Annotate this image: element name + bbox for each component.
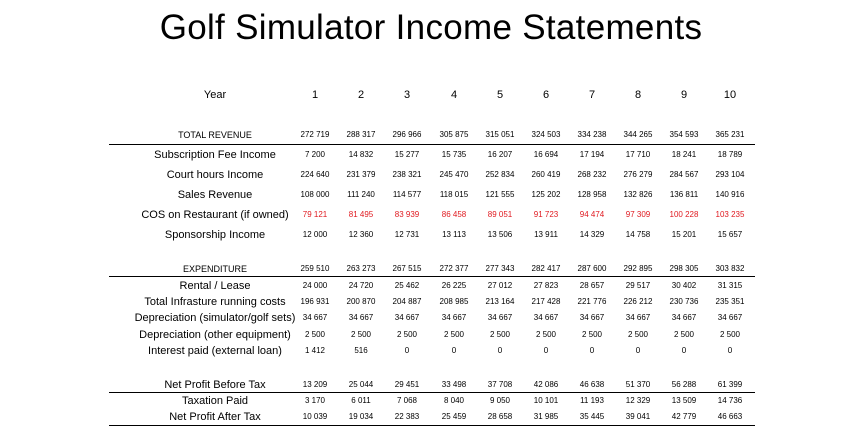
- cell-year-2: 200 870: [346, 297, 376, 306]
- cell-year-7: 17 194: [579, 150, 605, 159]
- cell-year-6: 34 667: [533, 313, 559, 322]
- cell-year-9: 100 228: [669, 210, 699, 219]
- year-1: 1: [311, 89, 319, 101]
- cell-year-4: 208 985: [439, 297, 469, 306]
- cell-year-10: 2 500: [719, 330, 741, 339]
- row-rental: [0, 278, 862, 294]
- row-label: Court hours Income: [166, 169, 264, 181]
- cell-year-2: 19 034: [348, 412, 374, 421]
- cell-year-3: 0: [404, 346, 410, 355]
- row-label: Taxation Paid: [181, 395, 249, 407]
- cell-year-3: 15 277: [394, 150, 420, 159]
- cell-year-2: 516: [354, 346, 368, 355]
- cell-year-6: 91 723: [533, 210, 559, 219]
- cell-year-4: 8 040: [443, 396, 465, 405]
- cell-year-5: 9 050: [489, 396, 511, 405]
- cell-year-1: 7 200: [304, 150, 326, 159]
- cell-year-5: 252 834: [485, 170, 515, 179]
- divider-line: [109, 276, 755, 277]
- cell-year-9: 56 288: [671, 380, 697, 389]
- cell-year-6: 31 985: [533, 412, 559, 421]
- cell-year-9: 34 667: [671, 313, 697, 322]
- cell-year-10: 140 916: [715, 190, 745, 199]
- cell-year-6: 260 419: [531, 170, 561, 179]
- row-label: Sponsorship Income: [164, 229, 266, 241]
- cell-year-9: 15 201: [671, 230, 697, 239]
- cell-year-4: 13 113: [442, 230, 466, 239]
- row-court-hours: [0, 167, 862, 183]
- cell-year-10: 18 789: [717, 150, 743, 159]
- cell-year-3: 29 451: [394, 380, 420, 389]
- cell-year-10: 303 832: [715, 264, 745, 273]
- cell-year-10: 61 399: [717, 380, 743, 389]
- cell-year-5: 28 658: [487, 412, 513, 421]
- cell-year-10: 0: [727, 346, 733, 355]
- cell-year-9: 136 811: [669, 190, 699, 199]
- cell-year-2: 81 495: [348, 210, 374, 219]
- divider-line: [109, 392, 755, 393]
- row-npat: [0, 409, 862, 425]
- cell-year-1: 2 500: [304, 330, 326, 339]
- cell-year-7: 221 776: [577, 297, 607, 306]
- cell-year-6: 10 101: [533, 396, 559, 405]
- cell-year-4: 305 875: [439, 130, 469, 139]
- cell-year-9: 30 402: [671, 281, 697, 290]
- cell-year-3: 34 667: [394, 313, 420, 322]
- year-9: 9: [680, 89, 688, 101]
- cell-year-8: 2 500: [627, 330, 649, 339]
- cell-year-6: 16 694: [533, 150, 559, 159]
- cell-year-7: 2 500: [581, 330, 603, 339]
- cell-year-6: 324 503: [531, 130, 561, 139]
- cell-year-7: 11 193: [580, 396, 604, 405]
- row-label: Total Infrasture running costs: [144, 296, 286, 308]
- cell-year-5: 2 500: [489, 330, 511, 339]
- cell-year-3: 25 462: [394, 281, 420, 290]
- cell-year-8: 51 370: [625, 380, 651, 389]
- year-4: 4: [450, 89, 458, 101]
- cell-year-6: 125 202: [531, 190, 561, 199]
- row-label: Rental / Lease: [179, 280, 251, 292]
- cell-year-7: 268 232: [577, 170, 607, 179]
- cell-year-4: 34 667: [441, 313, 467, 322]
- row-expenditure: [0, 261, 862, 277]
- cell-year-9: 18 241: [671, 150, 697, 159]
- cell-year-8: 14 758: [625, 230, 651, 239]
- cell-year-10: 293 104: [715, 170, 745, 179]
- cell-year-3: 83 939: [394, 210, 420, 219]
- cell-year-1: 12 000: [302, 230, 328, 239]
- cell-year-7: 128 958: [577, 190, 607, 199]
- cell-year-4: 86 458: [441, 210, 467, 219]
- row-total-revenue: [0, 127, 862, 143]
- cell-year-7: 34 667: [579, 313, 605, 322]
- cell-year-4: 33 498: [441, 380, 467, 389]
- cell-year-5: 13 506: [487, 230, 513, 239]
- cell-year-4: 118 015: [439, 190, 469, 199]
- year-5: 5: [496, 89, 504, 101]
- year-7: 7: [588, 89, 596, 101]
- cell-year-4: 245 470: [439, 170, 469, 179]
- cell-year-8: 292 895: [623, 264, 653, 273]
- cell-year-8: 226 212: [623, 297, 653, 306]
- cell-year-4: 0: [451, 346, 457, 355]
- cell-year-3: 296 966: [392, 130, 422, 139]
- cell-year-8: 34 667: [625, 313, 651, 322]
- cell-year-7: 46 638: [579, 380, 605, 389]
- cell-year-10: 365 231: [715, 130, 745, 139]
- cell-year-2: 111 240: [347, 190, 375, 199]
- cell-year-3: 12 731: [394, 230, 420, 239]
- cell-year-8: 276 279: [623, 170, 653, 179]
- cell-year-2: 288 317: [346, 130, 376, 139]
- cell-year-1: 224 640: [300, 170, 330, 179]
- cell-year-6: 2 500: [535, 330, 557, 339]
- cell-year-10: 103 235: [715, 210, 745, 219]
- row-dep-other: [0, 327, 862, 343]
- cell-year-9: 42 779: [671, 412, 697, 421]
- cell-year-6: 27 823: [533, 281, 559, 290]
- row-label: TOTAL REVENUE: [178, 130, 252, 140]
- row-label: Net Profit Before Tax: [164, 379, 266, 391]
- cell-year-4: 15 735: [441, 150, 467, 159]
- cell-year-1: 34 667: [302, 313, 328, 322]
- row-npbt: [0, 377, 862, 393]
- cell-year-4: 2 500: [443, 330, 465, 339]
- row-cos-restaurant: [0, 207, 862, 223]
- row-sales: [0, 187, 862, 203]
- year-8: 8: [634, 89, 642, 101]
- year-2: 2: [357, 89, 365, 101]
- cell-year-2: 231 379: [346, 170, 376, 179]
- cell-year-3: 267 515: [392, 264, 422, 273]
- row-label: EXPENDITURE: [182, 264, 247, 274]
- cell-year-5: 213 164: [485, 297, 515, 306]
- cell-year-9: 354 593: [669, 130, 699, 139]
- cell-year-6: 42 086: [533, 380, 559, 389]
- cell-year-10: 15 657: [717, 230, 743, 239]
- cell-year-2: 14 832: [348, 150, 374, 159]
- row-label: Depreciation (other equipment): [139, 329, 291, 341]
- cell-year-7: 94 474: [579, 210, 605, 219]
- cell-year-9: 2 500: [673, 330, 695, 339]
- row-label: Depreciation (simulator/golf sets): [134, 312, 296, 324]
- cell-year-1: 13 209: [302, 380, 328, 389]
- row-label: Interest paid (external loan): [148, 345, 282, 357]
- cell-year-1: 3 170: [304, 396, 326, 405]
- cell-year-7: 35 445: [579, 412, 605, 421]
- cell-year-6: 217 428: [531, 297, 561, 306]
- cell-year-2: 24 720: [348, 281, 374, 290]
- cell-year-6: 13 911: [534, 230, 558, 239]
- cell-year-7: 287 600: [577, 264, 607, 273]
- cell-year-5: 34 667: [487, 313, 513, 322]
- cell-year-9: 284 567: [669, 170, 699, 179]
- cell-year-2: 34 667: [348, 313, 374, 322]
- cell-year-1: 1 412: [304, 346, 326, 355]
- cell-year-9: 230 736: [669, 297, 699, 306]
- year-label: Year: [203, 89, 227, 101]
- divider-line: [109, 144, 755, 145]
- cell-year-5: 16 207: [487, 150, 513, 159]
- cell-year-8: 0: [635, 346, 641, 355]
- year-3: 3: [403, 89, 411, 101]
- row-label: Sales Revenue: [177, 189, 253, 201]
- cell-year-3: 204 887: [392, 297, 422, 306]
- cell-year-8: 17 710: [625, 150, 651, 159]
- cell-year-1: 108 000: [300, 190, 330, 199]
- cell-year-8: 12 329: [625, 396, 651, 405]
- cell-year-8: 132 826: [623, 190, 653, 199]
- cell-year-9: 13 509: [671, 396, 697, 405]
- cell-year-5: 277 343: [485, 264, 515, 273]
- cell-year-8: 39 041: [625, 412, 651, 421]
- cell-year-10: 46 663: [717, 412, 743, 421]
- cell-year-1: 79 121: [302, 210, 328, 219]
- cell-year-10: 34 667: [717, 313, 743, 322]
- row-label: Net Profit After Tax: [169, 411, 261, 423]
- divider-line: [109, 425, 755, 426]
- cell-year-6: 282 417: [531, 264, 561, 273]
- cell-year-3: 114 577: [392, 190, 422, 199]
- cell-year-5: 89 051: [487, 210, 513, 219]
- cell-year-10: 14 736: [717, 396, 743, 405]
- row-interest: [0, 343, 862, 359]
- cell-year-7: 28 657: [579, 281, 605, 290]
- cell-year-2: 263 273: [346, 264, 376, 273]
- cell-year-1: 24 000: [302, 281, 328, 290]
- cell-year-8: 344 265: [623, 130, 653, 139]
- year-10: 10: [723, 89, 737, 101]
- cell-year-3: 2 500: [396, 330, 418, 339]
- cell-year-4: 272 377: [439, 264, 469, 273]
- cell-year-1: 272 719: [300, 130, 330, 139]
- cell-year-2: 2 500: [350, 330, 372, 339]
- row-infrastructure: [0, 294, 862, 310]
- cell-year-3: 7 068: [396, 396, 418, 405]
- row-label: Subscription Fee Income: [154, 149, 276, 161]
- cell-year-5: 37 708: [487, 380, 513, 389]
- cell-year-7: 14 329: [579, 230, 605, 239]
- cell-year-2: 6 011: [351, 396, 371, 405]
- cell-year-3: 22 383: [394, 412, 420, 421]
- cell-year-8: 97 309: [625, 210, 651, 219]
- cell-year-5: 121 555: [485, 190, 515, 199]
- row-dep-sim: [0, 310, 862, 326]
- cell-year-5: 0: [497, 346, 503, 355]
- cell-year-2: 25 044: [348, 380, 374, 389]
- row-subscription: [0, 147, 862, 163]
- cell-year-4: 25 459: [441, 412, 467, 421]
- cell-year-10: 31 315: [717, 281, 743, 290]
- cell-year-4: 26 225: [441, 281, 467, 290]
- cell-year-9: 0: [681, 346, 687, 355]
- cell-year-9: 298 305: [669, 264, 699, 273]
- cell-year-7: 0: [589, 346, 595, 355]
- row-label: COS on Restaurant (if owned): [141, 209, 289, 221]
- cell-year-7: 334 238: [577, 130, 607, 139]
- cell-year-3: 238 321: [392, 170, 422, 179]
- cell-year-5: 315 051: [485, 130, 515, 139]
- cell-year-6: 0: [543, 346, 549, 355]
- cell-year-10: 235 351: [715, 297, 745, 306]
- page-title: Golf Simulator Income Statements: [159, 8, 703, 47]
- cell-year-5: 27 012: [487, 281, 513, 290]
- cell-year-1: 259 510: [300, 264, 330, 273]
- year-header-row: [0, 87, 862, 103]
- year-6: 6: [542, 89, 550, 101]
- cell-year-2: 12 360: [348, 230, 374, 239]
- row-sponsorship: [0, 227, 862, 243]
- cell-year-8: 29 517: [625, 281, 651, 290]
- row-tax: [0, 393, 862, 409]
- cell-year-1: 10 039: [302, 412, 328, 421]
- cell-year-1: 196 931: [300, 297, 330, 306]
